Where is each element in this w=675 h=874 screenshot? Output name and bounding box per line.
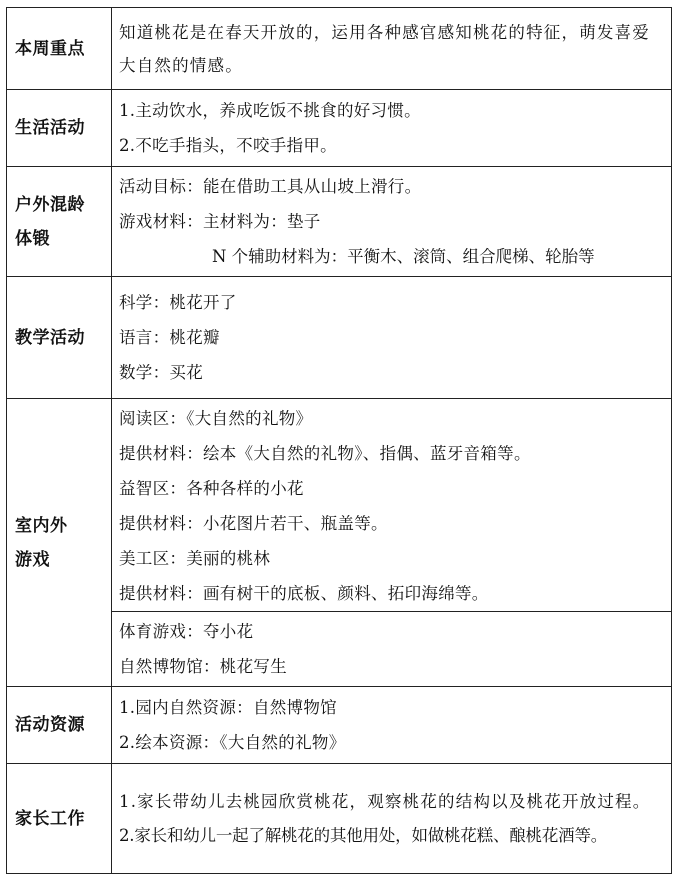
outdoor-aux-material: N 个辅助材料为：平衡木、滚筒、组合爬梯、轮胎等 <box>212 247 595 266</box>
label-teaching-activities: 教学活动 <box>7 277 112 399</box>
resource-item: 1.园内自然资源：自然博物馆 <box>119 698 337 717</box>
teaching-item: 数学：买花 <box>119 363 203 382</box>
row-indoor-outdoor-games <box>7 399 672 687</box>
resource-item: 2.绘本资源：《大自然的礼物》 <box>119 733 346 752</box>
parent-work-item: 2.家长和幼儿一起了解桃花的其他用处，如做桃花糕、酿桃花酒等。 <box>119 825 608 845</box>
parent-work-item: 1.家长带幼儿去桃园欣赏桃花，观察桃花的结构以及桃花开放过程。 <box>119 791 651 811</box>
row-weekly-focus <box>7 8 672 90</box>
outdoor-game-item: 自然博物馆：桃花写生 <box>119 657 287 676</box>
outdoor-game-item: 体育游戏：夺小花 <box>119 622 254 641</box>
row-life-activities <box>7 90 672 167</box>
game-area-item: 益智区：各种各样的小花 <box>119 479 304 498</box>
label-indoor-outdoor-games: 室内外 游戏 <box>7 399 112 687</box>
label-weekly-focus: 本周重点 <box>7 8 112 90</box>
label-parent-work: 家长工作 <box>7 764 112 874</box>
game-area-item: 提供材料：画有树干的底板、颜料、拓印海绵等。 <box>119 584 489 603</box>
weekly-plan-table <box>6 7 672 874</box>
outdoor-goal: 活动目标：能在借助工具从山坡上滑行。 <box>119 177 422 196</box>
row-outdoor-exercise <box>7 167 672 277</box>
game-area-item: 阅读区：《大自然的礼物》 <box>119 409 313 428</box>
outdoor-material: 游戏材料：主材料为：垫子 <box>119 212 321 231</box>
label-activity-resources: 活动资源 <box>7 687 112 764</box>
row-activity-resources <box>7 687 672 764</box>
teaching-item: 语言：桃花瓣 <box>119 328 220 347</box>
life-activity-item: 2.不吃手指头，不咬手指甲。 <box>119 136 337 155</box>
label-life-activities: 生活活动 <box>7 90 112 167</box>
teaching-item: 科学：桃花开了 <box>119 293 237 312</box>
game-area-item: 提供材料：绘本《大自然的礼物》、指偶、蓝牙音箱等。 <box>119 444 531 463</box>
label-outdoor-exercise: 户外混龄 体锻 <box>7 167 112 277</box>
games-divider <box>112 611 671 684</box>
game-area-item: 提供材料：小花图片若干、瓶盖等。 <box>119 514 388 533</box>
row-parent-work <box>7 764 672 874</box>
row-teaching-activities <box>7 277 672 399</box>
life-activity-item: 1.主动饮水，养成吃饭不挑食的好习惯。 <box>119 101 421 120</box>
game-area-item: 美工区：美丽的桃林 <box>119 549 271 568</box>
weekly-focus-text: 知道桃花是在春天开放的，运用各种感官感知桃花的特征，萌发喜爱大自然的情感。 <box>119 22 650 75</box>
